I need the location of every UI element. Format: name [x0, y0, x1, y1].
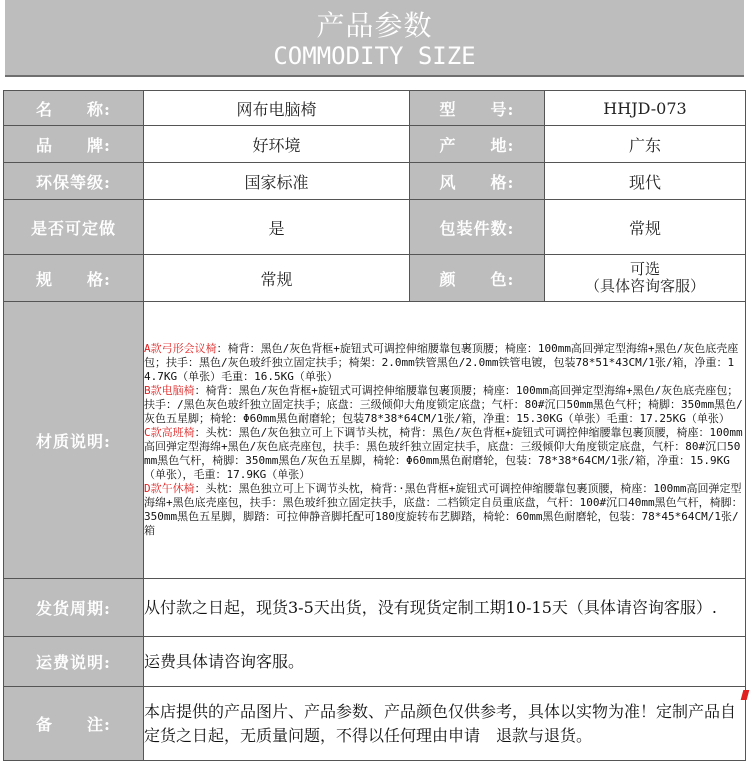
model-c-text: ：头枕：黑色/灰色独立可上下调节头枕，椅背：黑色/灰色背框+旋钮式可调控伸缩腰靠包裹顶腰，椅座：100mm高回弹定型海绵+黑色/灰色底壳座包，扶手：黑色玻纤独立固定扶手，底盘：三级倾仰大角度锁定底盘，气杆：80#沉口50mm黑色气杆，椅脚：350mm黑色/灰色五星脚，椅轮：Φ60mm黑色耐磨轮，包装：78*38*64CM/1张/箱，净重：15.9KG（单张），毛重：17.9KG（单张）: [144, 426, 743, 481]
spec-value: 好环境: [144, 126, 410, 163]
red-corner-mark: [741, 690, 750, 700]
banner-title-en: COMMODITY SIZE: [273, 42, 476, 70]
model-c-tag: C款高班椅: [144, 426, 195, 439]
color-value-line2: （具体咨询客服）: [584, 277, 705, 295]
banner-title-cn: 产品参数: [316, 9, 433, 42]
spec-value: 国家标准: [144, 163, 410, 200]
shipping-row: [4, 579, 746, 637]
material-item-a: [144, 342, 738, 383]
model-b-tag: B款电脑椅: [144, 384, 195, 397]
material-item-b: [144, 384, 743, 425]
spec-table: [3, 90, 746, 761]
notes-row: [4, 687, 746, 761]
shipping-text: 从付款之日起，现货3-5天出货，没有现货定制工期10-15天（具体请咨询客服）.: [144, 579, 746, 637]
spec-label: 产 地:: [410, 126, 545, 163]
spec-label: 风 格:: [410, 163, 545, 200]
banner-divider: [5, 75, 744, 77]
spec-value-color: [545, 255, 746, 302]
model-a-text: ：椅背：黑色/灰色背框+旋钮式可调控伸缩腰靠包裹顶腰；椅座：100mm高回弹定型海绵+黑色/灰色底壳座包；扶手：黑色/灰色玻纤独立固定扶手；椅架：2.0mm铁管黑色/2.0mm铁管电镀，包装78*51*43CM/1张/箱，净重：14.7KG（单张）毛重：16.5KG（单张）: [144, 342, 739, 383]
spec-label: 型 号:: [410, 91, 545, 126]
spec-value: HHJD-073: [545, 91, 746, 126]
spec-label: 是否可定做: [4, 200, 144, 255]
spec-label: 名 称:: [4, 91, 144, 126]
spec-row: [4, 126, 746, 163]
notes-label: 备 注:: [4, 687, 144, 761]
freight-label: 运费说明:: [4, 637, 144, 687]
shipping-label: 发货周期:: [4, 579, 144, 637]
spec-row: [4, 200, 746, 255]
spec-value: 广东: [545, 126, 746, 163]
spec-label: 环保等级:: [4, 163, 144, 200]
freight-row: [4, 637, 746, 687]
spec-label: 规 格:: [4, 255, 144, 302]
header-banner: [5, 0, 744, 75]
notes-text: 本店提供的产品图片、产品参数、产品颜色仅供参考，具体以实物为准！定制产品自定货之日起，无质量问题，不得以任何理由申请 退款与退货。: [144, 687, 746, 761]
color-value-line1: 可选: [629, 260, 660, 278]
spec-value: 常规: [144, 255, 410, 302]
spec-row: [4, 163, 746, 200]
spec-value: 是: [144, 200, 410, 255]
material-item-c: [144, 426, 743, 481]
spec-row: [4, 255, 746, 302]
freight-text: 运费具体请咨询客服。: [144, 637, 746, 687]
material-label: 材质说明:: [4, 302, 144, 579]
spec-label: 颜 色:: [410, 255, 545, 302]
spec-row: [4, 91, 746, 126]
model-d-tag: D款午休椅: [144, 482, 195, 495]
material-description: [144, 302, 746, 579]
material-row: [4, 302, 746, 579]
model-a-tag: A款弓形会议椅: [144, 342, 217, 355]
material-item-d: [144, 482, 743, 537]
spec-value: 常规: [545, 200, 746, 255]
model-b-text: ：椅背：黑色/灰色背框+旋钮式可调控伸缩腰靠包裹顶腰；椅座：100mm高回弹定型海绵+黑色/灰色底壳座包；扶手：/黑色灰色玻纤独立固定扶手；底盘：三级倾仰大角度锁定底盘；气杆：80#沉口50mm黑色气杆；椅脚：350mm黑色/灰色五星脚；椅轮：Φ60mm黑色耐磨轮；包装78*38*64CM/1张/箱，净重：15.30KG（单张）毛重：17.25KG（单张）: [144, 384, 743, 425]
spec-label: 包装件数:: [410, 200, 545, 255]
spec-value: 现代: [545, 163, 746, 200]
model-d-text: ：头枕：黑色独立可上下调节头枕，椅背：·黑色背框+旋钮式可调控伸缩腰靠包裹顶腰，椅座：100mm高回弹定型海绵+黑色底壳座包，扶手：黑色玻纤独立固定扶手，底盘：二档锁定自员重底盘，气杆：100#沉口40mm黑色气杆，椅脚：350mm黑色五星脚，脚踏：可拉伸静音脚托配可180度旋转布艺脚踏，椅轮：60mm黑色耐磨轮，包装：78*45*64CM/1张/箱: [144, 482, 743, 537]
spec-label: 品 牌:: [4, 126, 144, 163]
spec-value: 网布电脑椅: [144, 91, 410, 126]
